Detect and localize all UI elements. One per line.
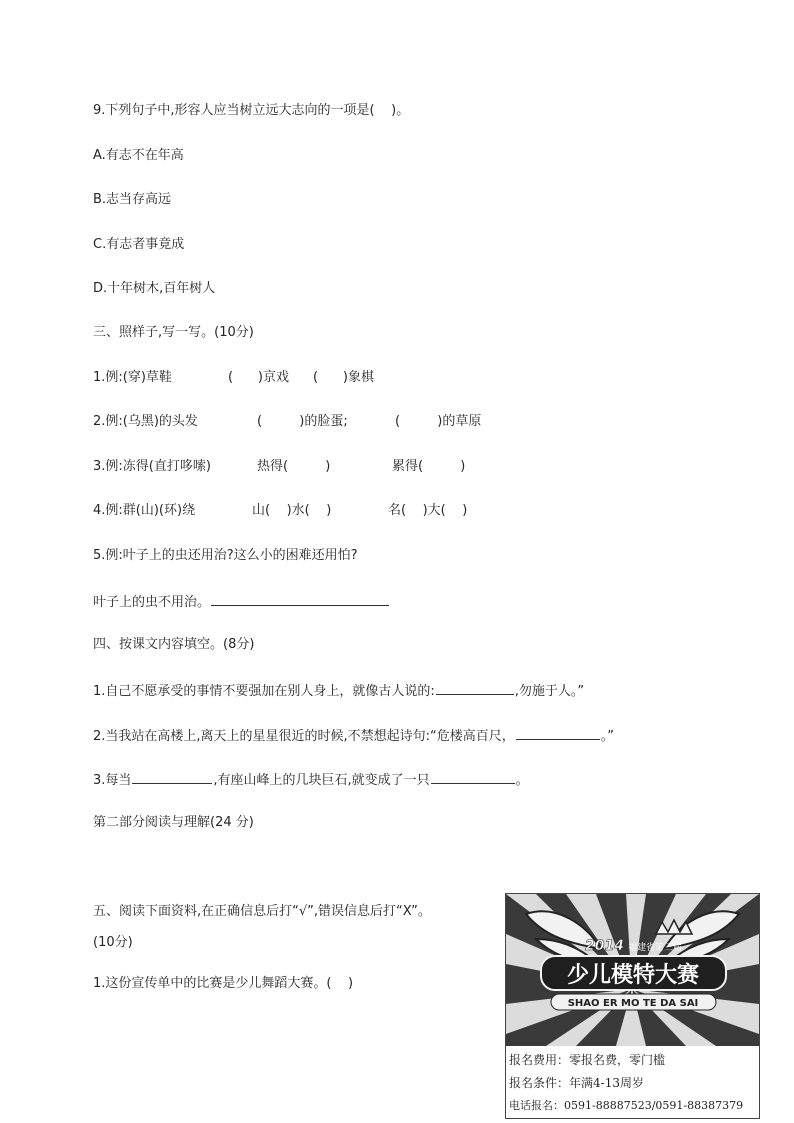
s3-item1-blank2: ( )象棋: [313, 370, 374, 385]
s4-item2-text-b: 。”: [600, 729, 615, 744]
s4-item1-text-b: ,勿施于人。”: [514, 684, 585, 699]
s3-item5-answer: [93, 591, 390, 612]
section5-title: 五、阅读下面资料,在正确信息后打“√”,错误信息后打“X”。: [93, 904, 431, 919]
s3-item1-blank1: ( )京戏: [228, 370, 289, 385]
q9-stem: 9.下列句子中,形容人应当树立远大志向的一项是( )。: [93, 103, 410, 118]
s4-item3: [93, 769, 529, 790]
s4-item3-blank1[interactable]: [132, 769, 212, 784]
poster-graphic: [506, 894, 759, 1046]
q9-option-b: B.志当存高远: [93, 192, 172, 207]
s4-item3-text-a: 3.每当: [93, 773, 132, 788]
poster-phone: 电话报名：0591-88887523/0591-88387379: [509, 1099, 744, 1112]
s4-item1-text-a: 1.自己不愿承受的事情不要强加在别人身上，就像古人说的:: [93, 684, 435, 699]
section5-points: (10分): [93, 935, 133, 950]
section3-title: 三、照样子,写一写。(10分): [93, 325, 254, 340]
s3-item5-answer-blank[interactable]: [211, 591, 389, 606]
s4-item3-text-b: ,有座山峰上的几块巨石,就变成了一只: [213, 773, 430, 788]
s4-item1-blank[interactable]: [436, 680, 514, 695]
s4-item2: [93, 725, 614, 746]
s3-item3-blank2: 累得( ): [392, 459, 466, 474]
s3-item5-example: 5.例:叶子上的虫还用治?这么小的困难还用怕?: [93, 548, 358, 563]
section4-title: 四、按课文内容填空。(8分): [93, 637, 255, 652]
s3-item2-blank2: ( )的草原: [395, 414, 482, 429]
s3-item2-example: 2.例:(乌黑)的头发: [93, 414, 198, 429]
poster-year: 2014: [585, 938, 624, 954]
q9-option-c: C.有志者事竟成: [93, 237, 185, 252]
s4-item3-text-c: 。: [515, 773, 529, 788]
poster-info: [506, 1046, 759, 1118]
poster-title: 少儿模特大赛: [566, 963, 700, 988]
contest-poster: [505, 893, 760, 1119]
s4-item2-blank[interactable]: [516, 725, 600, 740]
q9-option-d: D.十年树木,百年树人: [93, 281, 216, 296]
poster-subtitle: 福建省第三届: [628, 943, 683, 953]
poster-condition: 报名条件：年满4-13周岁: [509, 1076, 644, 1090]
s4-item2-text-a: 2.当我站在高楼上,离天上的星星很近的时候,不禁想起诗句:“危楼高百尺，: [93, 729, 515, 744]
s5-item1: 1.这份宣传单中的比赛是少儿舞蹈大赛。( ): [93, 976, 354, 991]
part2-title: 第二部分阅读与理解(24 分): [93, 815, 254, 830]
s3-item4-blank2: 名( )大( ): [388, 503, 468, 518]
s3-item4-blank1: 山( )水( ): [252, 503, 332, 518]
s3-item5-answer-prefix: 叶子上的虫不用治。: [93, 595, 211, 610]
poster-fee: 报名费用：零报名费，零门槛: [509, 1053, 666, 1067]
poster-pinyin: SHAO ER MO TE DA SAI: [567, 998, 699, 1009]
crown-icon: [656, 920, 692, 934]
s4-item3-blank2[interactable]: [431, 769, 515, 784]
s3-item3-blank1: 热得( ): [257, 459, 331, 474]
q9-option-a: A.有志不在年高: [93, 148, 184, 163]
s3-item1-example: 1.例:(穿)草鞋: [93, 370, 172, 385]
s4-item1: [93, 680, 584, 701]
s3-item4-example: 4.例:群(山)(环)绕: [93, 503, 196, 518]
s3-item2-blank1: ( )的脸蛋;: [257, 414, 348, 429]
s3-item3-example: 3.例:冻得(直打哆嗦): [93, 459, 211, 474]
